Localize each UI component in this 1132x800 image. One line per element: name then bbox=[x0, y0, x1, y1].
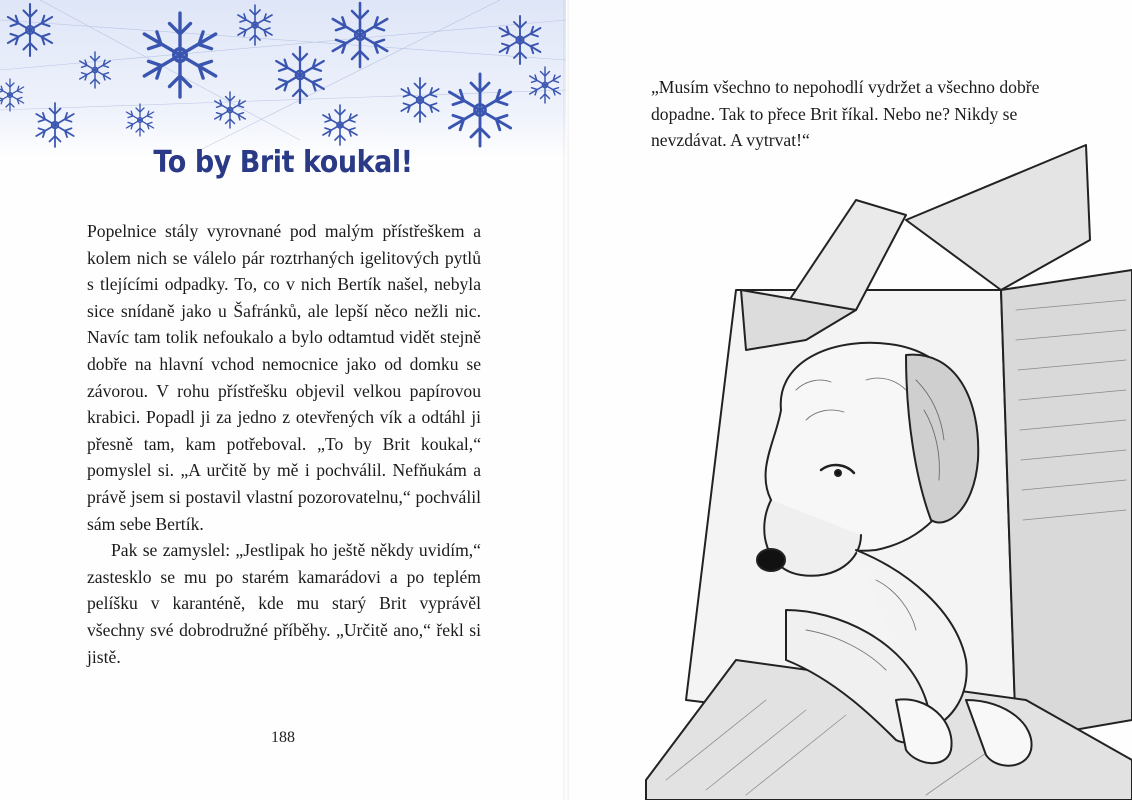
chapter-title: To by Brit koukal! bbox=[153, 145, 413, 180]
body-text bbox=[87, 218, 481, 670]
page-number: 188 bbox=[271, 729, 295, 746]
paragraph-1: Popelnice stály vyrovnané pod malým přístřeškem a kolem nich se válelo pár roztrhaných igelitových pytlů s tlejícími odpadky. To, co v nich Bertík našel, nebyla sice snídaně jako u Šafránků, ale lepší něco nežli nic. Navíc tam tolik nefoukalo a bylo odtamtud vidět stejně dobře na hlavní vchod nemocnice jako od domku se závorou. V rohu přístřešku objevil velkou papírovou krabici. Popadl ji za jedno z otevřených vík a odtáhl ji přesně tam, kam potřeboval. „To by Brit koukal,“ pomyslel si. „A určitě by mě i pochválil. Nefňukám a právě jsem si postavil vlastní pozorovatelnu,“ pochválil sám sebe Bertík. bbox=[87, 221, 481, 534]
quote-text: „Musím všechno to nepohodlí vydržet a všechno dobře dopadne. Tak to přece Brit říkal. Nebo ne? Nikdy se nevzdávat. A vytrvat!“ bbox=[651, 77, 1040, 151]
right-page bbox=[566, 0, 1132, 800]
puppy-in-box-illustration bbox=[606, 140, 1132, 800]
paragraph-2: Pak se zamyslel: „Jestlipak ho ještě někdy uvidím,“ zastesklo se mu po starém kamarádovi a po teplém pelíšku v karanténě, kde mu starý Brit vyprávěl všechny své dobrodružné příběhy. „Určitě ano,“ řekl si jistě. bbox=[87, 540, 481, 667]
snowflake-banner-image bbox=[0, 0, 566, 160]
page-gutter bbox=[563, 0, 569, 800]
